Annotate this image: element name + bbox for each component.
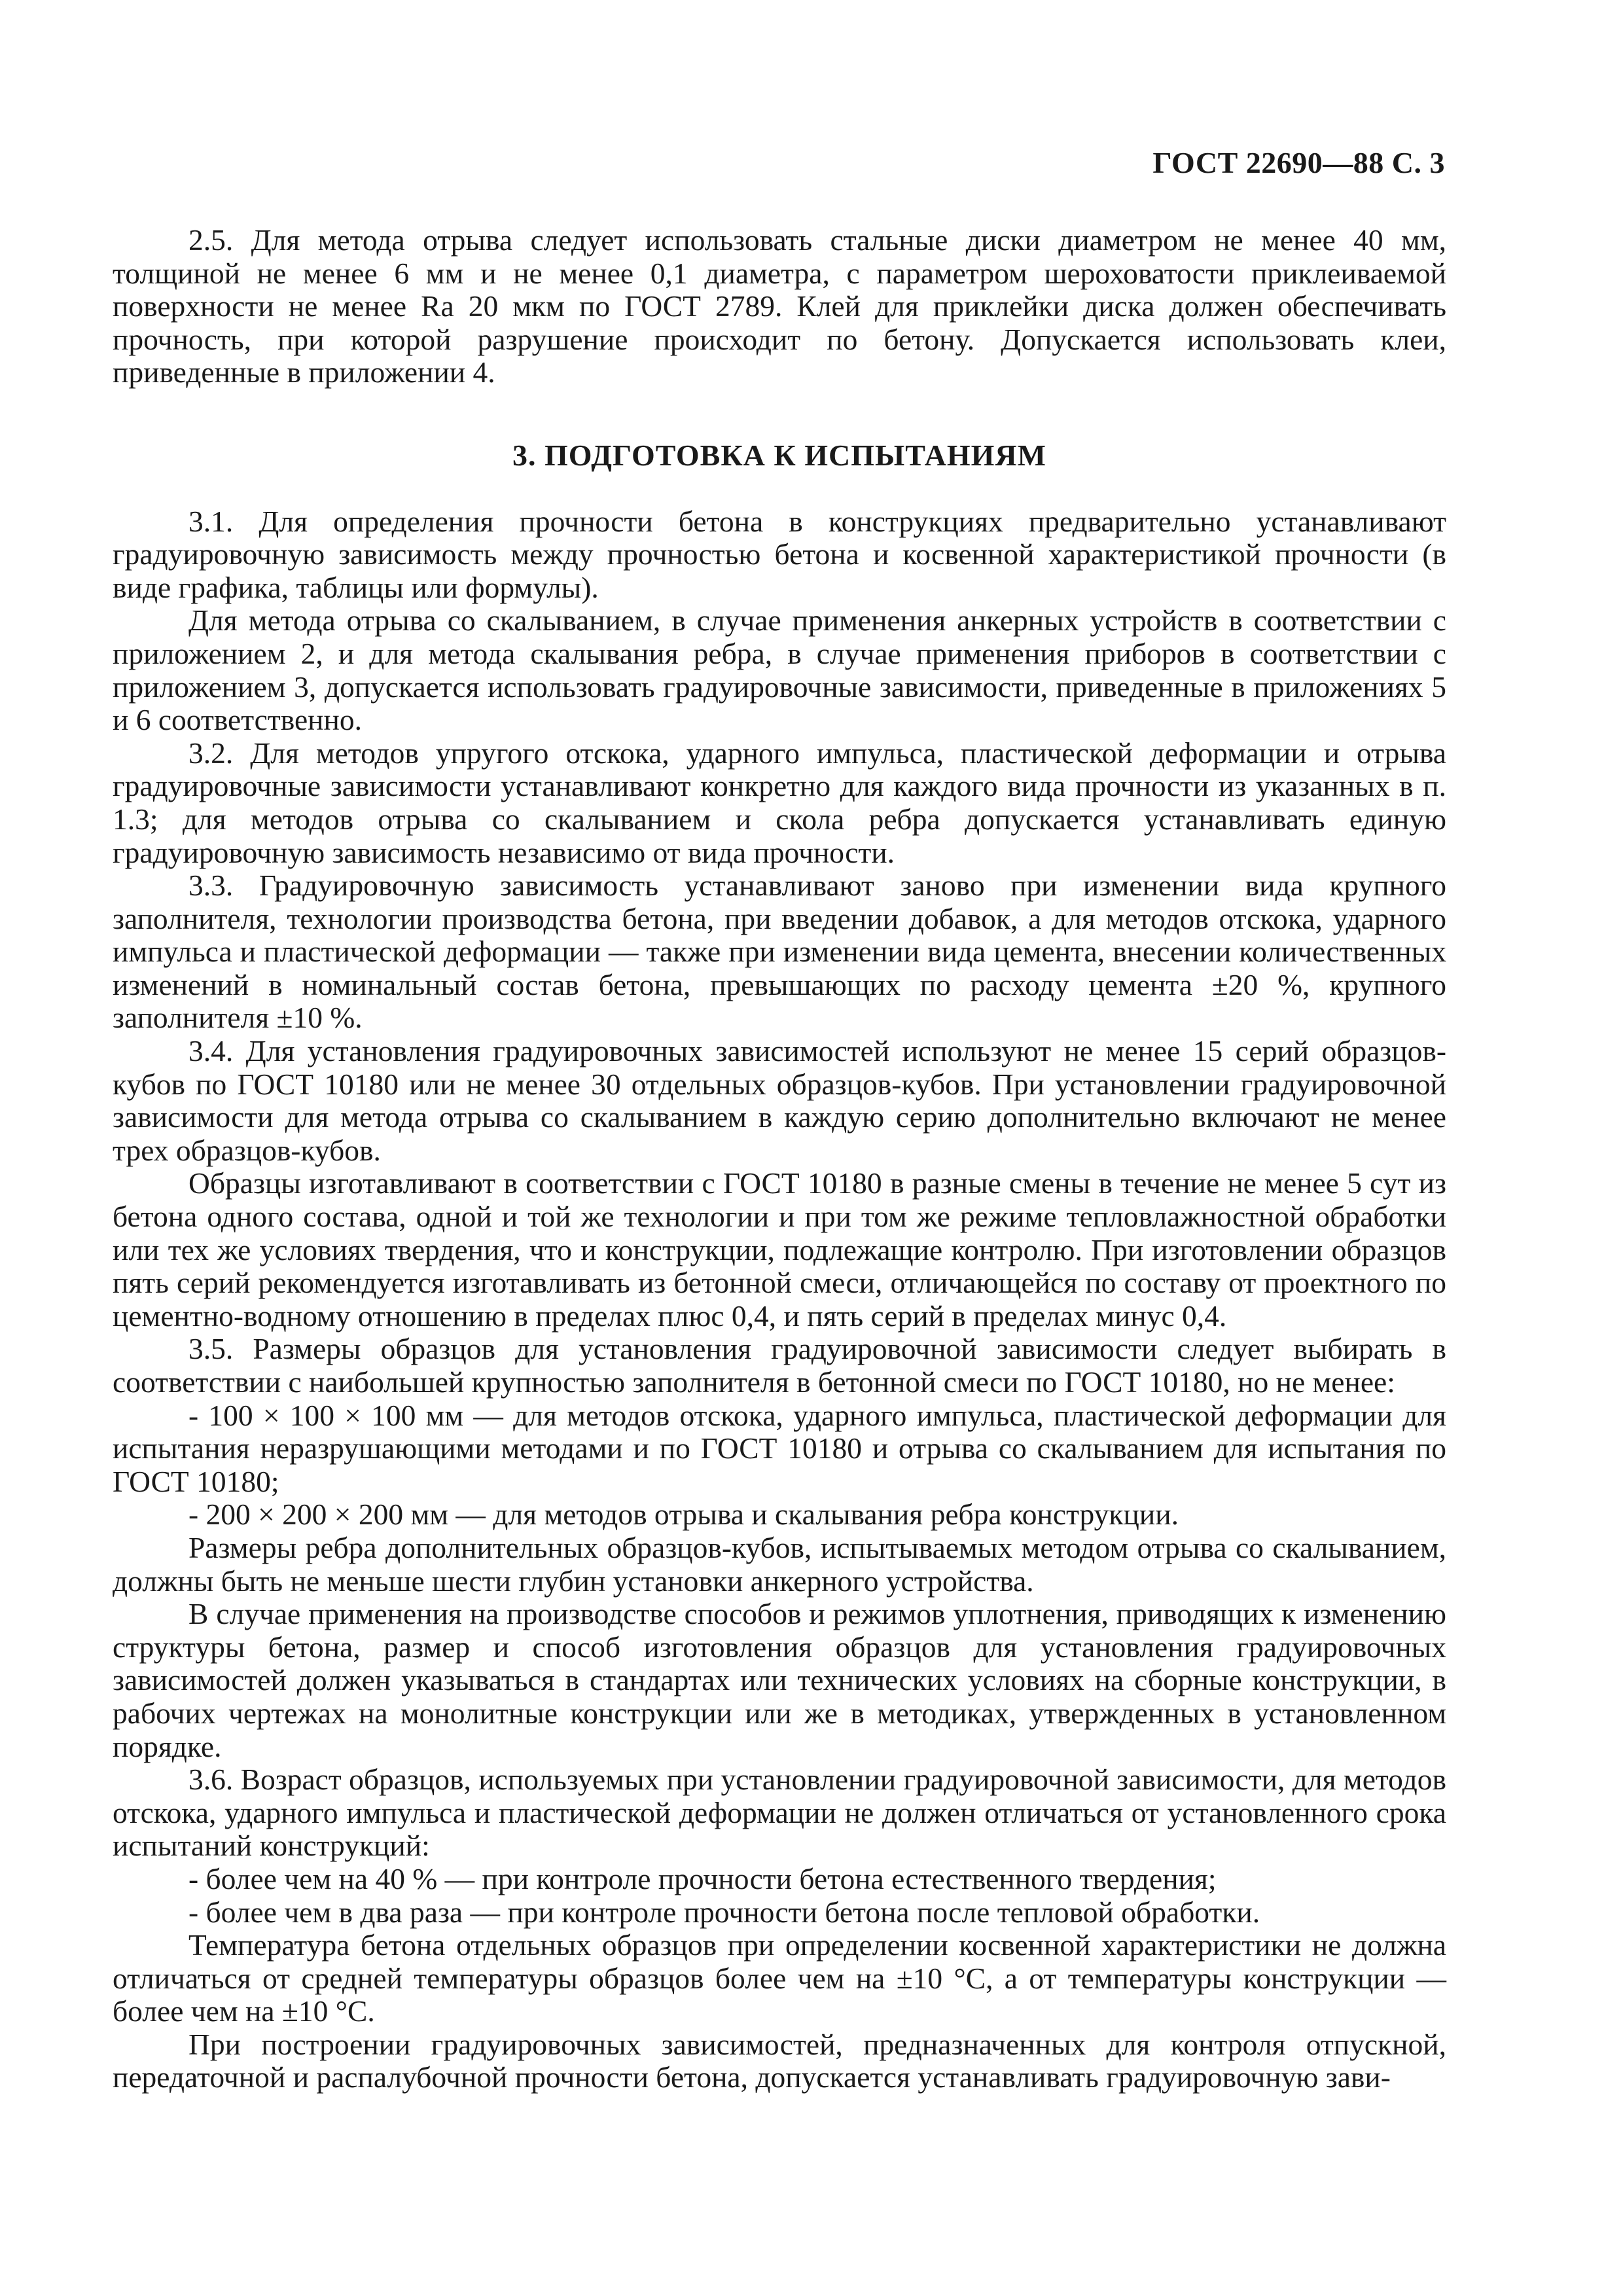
paragraph: Размеры ребра дополнительных образцов-кубов, испытываемых методом отрыва со скалыванием, должны быть не меньше шести глубин установки анкерного устройства. [113, 1530, 1446, 1598]
section-heading: 3. ПОДГОТОВКА К ИСПЫТАНИЯМ [512, 438, 1047, 472]
list-item: - 100 × 100 × 100 мм — для методов отскока, ударного импульса, пластической деформации для испытания неразрушающими методами и по ГОСТ 10180 и отрыва со скалыванием для испытания по ГОСТ 10180; [113, 1398, 1446, 1498]
paragraph: В случае применения на производстве способов и режимов уплотнения, приводящих к изменению структуры бетона, размер и способ изготовления образцов для установления градуировочных зависимостей должен указываться в стандартах или технических условиях на сборные конструкции, в рабочих чертежах на монолитные конструкции или же в методиках, утвержденных в установленном порядке. [113, 1597, 1446, 1763]
document-body [113, 224, 1446, 2094]
paragraph: Для метода отрыва со скалыванием, в случае применения анкерных устройств в соответствии с приложением 2, и для метода скалывания ребра, в случае применения приборов в соответствии с приложением 3, допускается использовать градуировочные зависимости, приведенные в приложениях 5 и 6 соответственно. [113, 603, 1446, 737]
paragraph: Образцы изготавливают в соответствии с ГОСТ 10180 в разные смены в течение не менее 5 сут из бетона одного состава, одной и той же технологии и при том же режиме тепловлажностной обработки или тех же условиях твердения, что и конструкции, подлежащие контролю. При изготовлении образцов пять серий рекомендуется изготавливать из бетонной смеси, отличающейся по составу от проектного по цементно-водному отношению в пределах плюс 0,4, и пять серий в пределах минус 0,4. [113, 1166, 1446, 1333]
page-header: ГОСТ 22690—88 С. 3 [1152, 146, 1445, 179]
paragraph: При построении градуировочных зависимостей, предназначенных для контроля отпускной, передаточной и распалубочной прочности бетона, допускается устанавливать градуировочную зави- [113, 2027, 1446, 2094]
paragraph: 3.5. Размеры образцов для установления градуировочной зависимости следует выбирать в соответствии с наибольшей крупностью заполнителя в бетонной смеси по ГОСТ 10180, но не менее: [113, 1332, 1446, 1399]
paragraph: 3.2. Для методов упругого отскока, ударного импульса, пластической деформации и отрыва градуировочные зависимости устанавливают конкретно для каждого вида прочности из указанных в п. 1.3; для методов отрыва со скалыванием и скола ребра допускается устанавливать единую градуировочную зависимость независимо от вида прочности. [113, 736, 1446, 869]
paragraph: 2.5. Для метода отрыва следует использовать стальные диски диаметром не менее 40 мм, толщиной не менее 6 мм и не менее 0,1 диаметра, с параметром шероховатости приклеиваемой поверхности не менее Ra 20 мкм по ГОСТ 2789. Клей для приклейки диска должен обеспечивать прочность, при которой разрушение происходит по бетону. Допускается использовать клеи, приведенные в приложении 4. [113, 223, 1446, 389]
list-item: - 200 × 200 × 200 мм — для методов отрыва и скалывания ребра конструкции. [188, 1498, 1179, 1532]
paragraph: 3.6. Возраст образцов, используемых при установлении градуировочной зависимости, для методов отскока, ударного импульса и пластической деформации не должен отличаться от установленного срока испытаний конструкций: [113, 1763, 1446, 1863]
paragraph: 3.1. Для определения прочности бетона в конструкциях предварительно устанавливают градуировочную зависимость между прочностью бетона и косвенной характеристикой прочности (в виде графика, таблицы или формулы). [113, 504, 1446, 604]
list-item: - более чем на 40 % — при контроле прочности бетона естественного твердения; [188, 1861, 1217, 1895]
list-item: - более чем в два раза — при контроле прочности бетона после тепловой обработки. [188, 1895, 1260, 1929]
paragraph: 3.4. Для установления градуировочных зависимостей используют не менее 15 серий образцов-кубов по ГОСТ 10180 или не менее 30 отдельных образцов-кубов. При установлении градуировочной зависимости для метода отрыва со скалыванием в каждую серию дополнительно включают не менее трех образцов-кубов. [113, 1034, 1446, 1167]
paragraph: 3.3. Градуировочную зависимость устанавливают заново при изменении вида крупного заполнителя, технологии производства бетона, при введении добавок, а для методов отскока, ударного импульса и пластической деформации — также при изменении вида цемента, внесении количественных изменений в номинальный состав бетона, превышающих по расходу цемента ±20 %, крупного заполнителя ±10 %. [113, 869, 1446, 1035]
paragraph: Температура бетона отдельных образцов при определении косвенной характеристики не должна отличаться от средней температуры образцов более чем на ±10 °С, а от температуры конструкции — более чем на ±10 °С. [113, 1928, 1446, 2028]
